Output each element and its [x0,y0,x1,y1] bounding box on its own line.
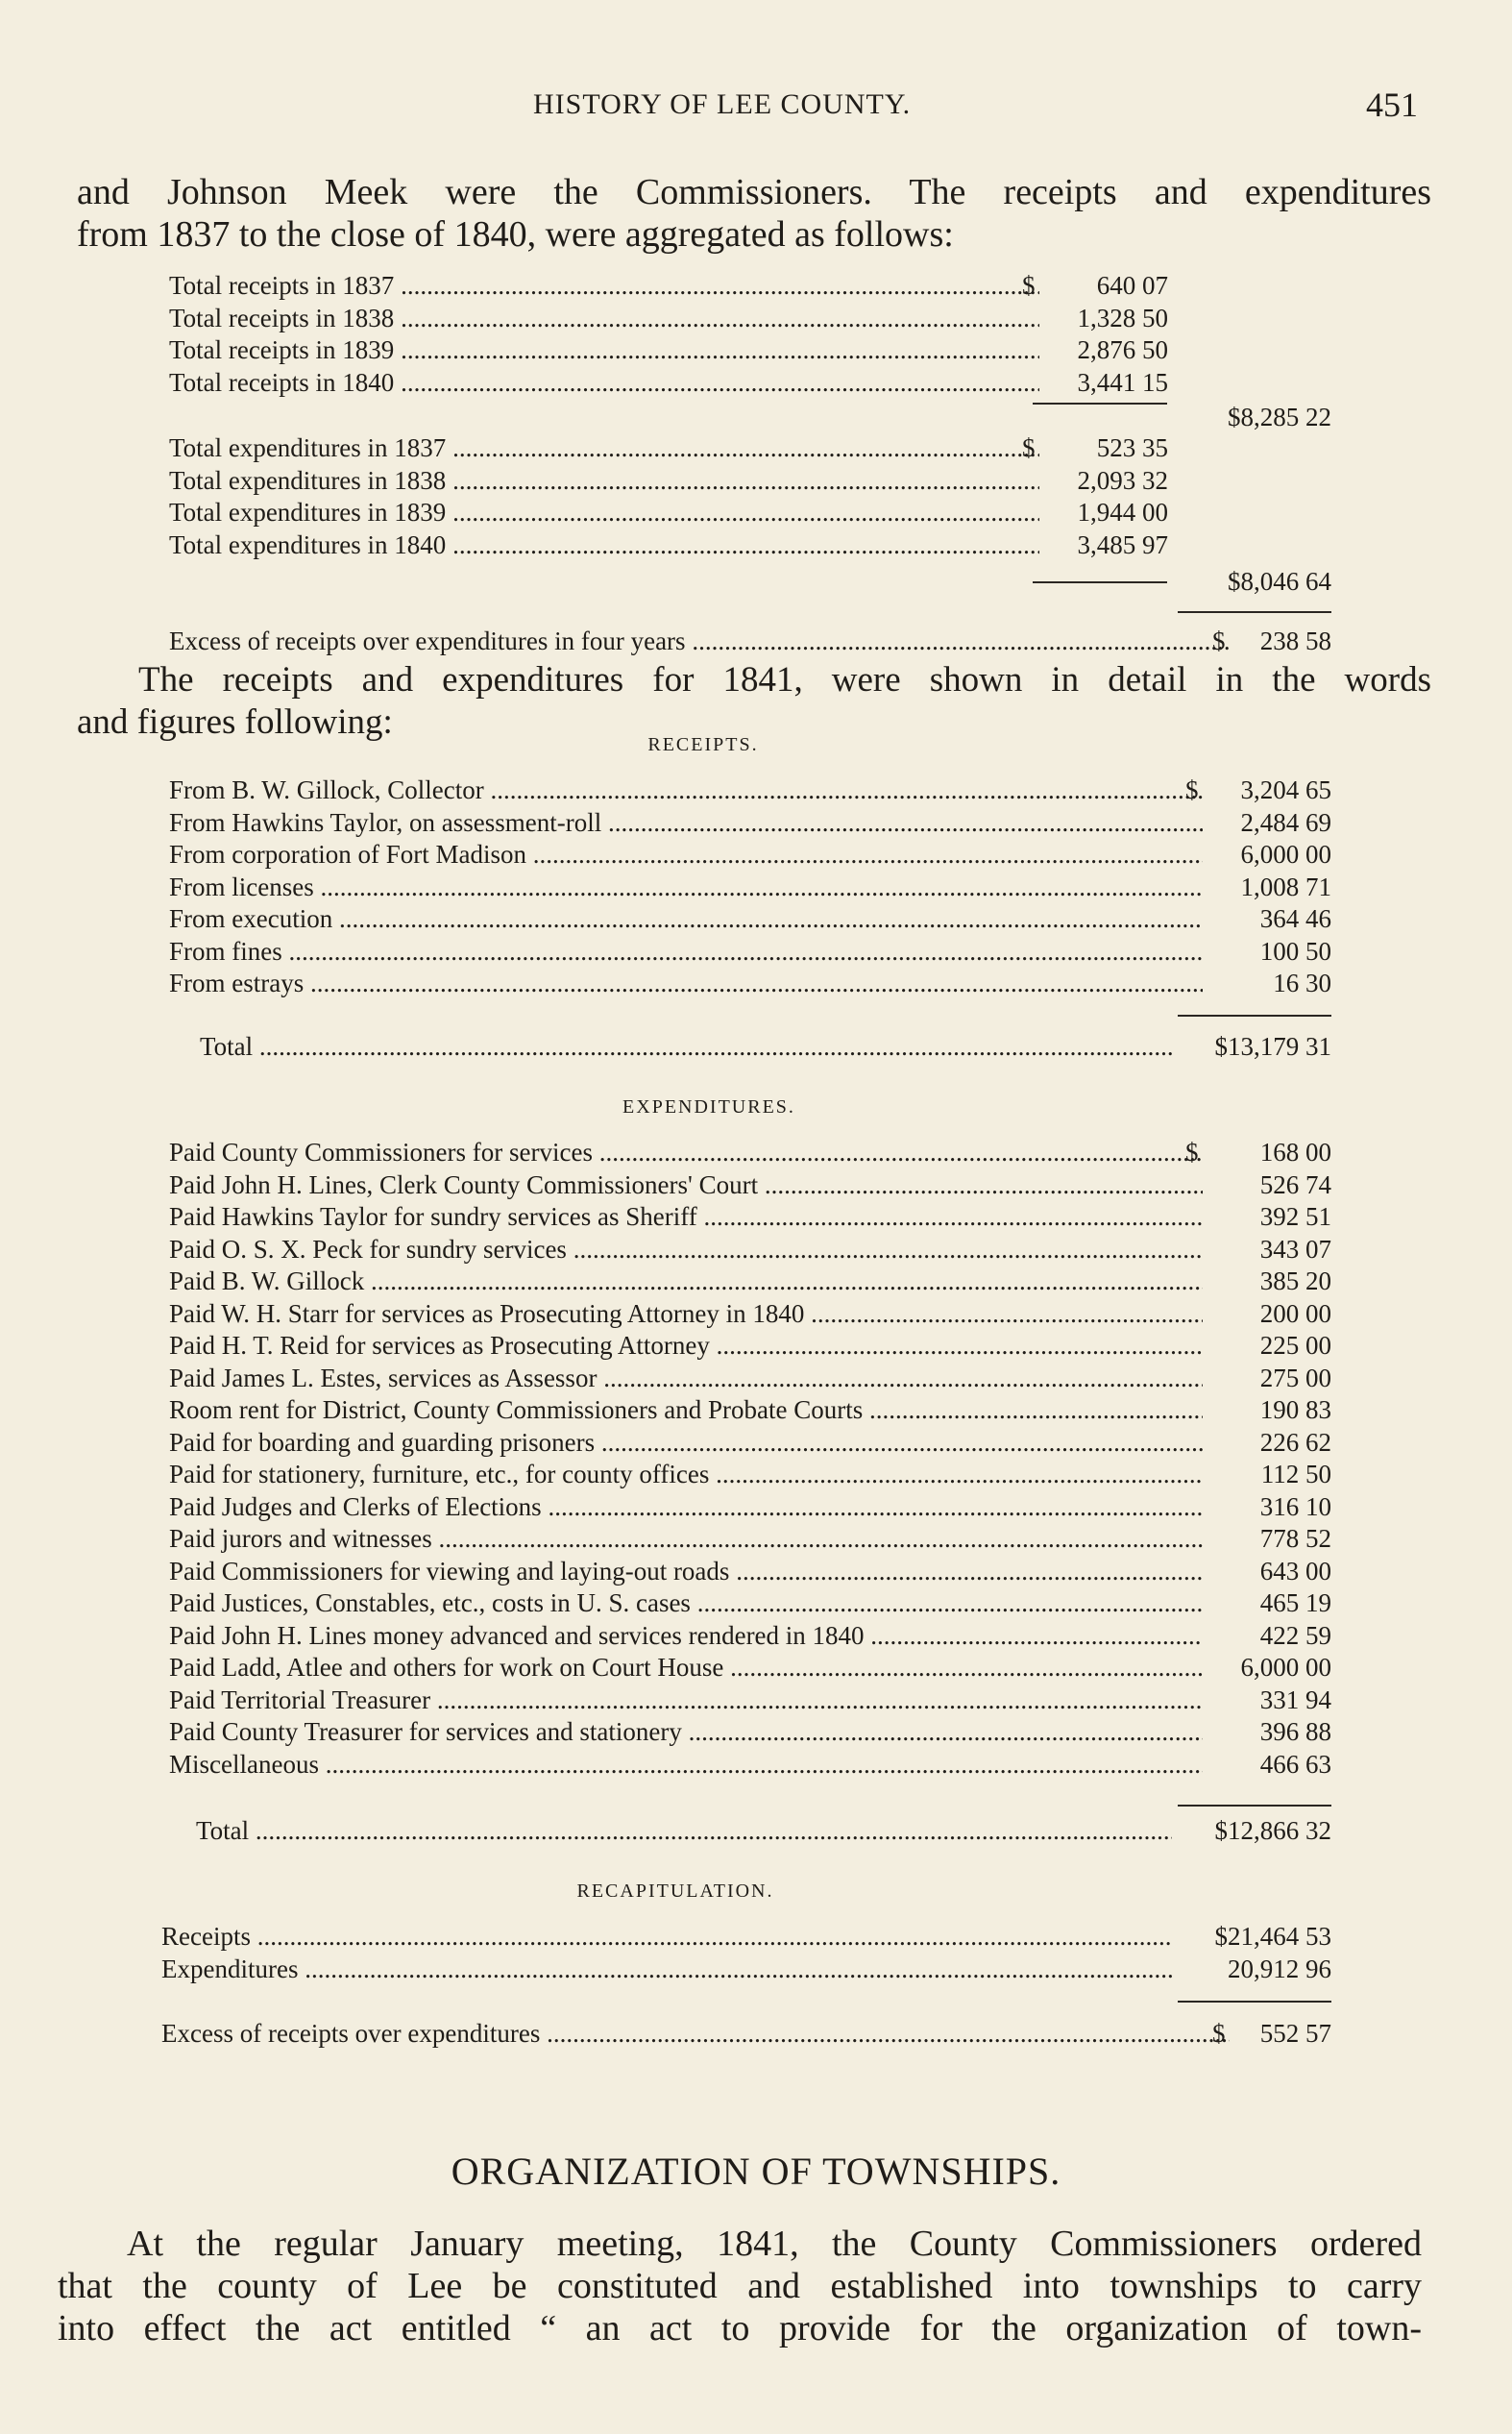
row-label: Paid H. T. Reid for services as Prosecuting Attorney ..... [169,1330,1203,1363]
recap-excess-row [161,2018,1331,2051]
amount-value: 1,328 50 [1077,303,1168,332]
row-label: From corporation of Fort Madison ..... [169,839,1203,872]
row-label: From execution ..... [169,903,1203,936]
row-amount [1208,1652,1331,1684]
row-label: From B. W. Gillock, Collector ..... [169,774,1203,807]
row-label: Receipts ..... [161,1921,1172,1954]
recapitulation-heading: RECAPITULATION. [576,1881,774,1902]
amount-value: $13,179 31 [1214,1032,1331,1061]
amount-value: 643 00 [1259,1556,1331,1586]
detail-intro-paragraph [77,659,1431,744]
text-line: and figures following: [77,702,393,742]
ledger-row [169,774,1331,807]
row-amount [1208,1330,1331,1363]
expenditures-sum: $8,046 64 [1228,567,1331,596]
amount-value: 3,441 15 [1077,367,1168,397]
row-label: Paid for stationery, furniture, etc., for county offices ..... [169,1459,1203,1491]
row-label: From Hawkins Taylor, on assessment-roll ..... [169,807,1203,840]
amount-value: 100 50 [1259,936,1331,966]
row-amount [1178,1954,1331,1986]
amount-value: 168 00 [1259,1138,1331,1167]
page-header [0,88,1512,136]
ledger-row [169,1137,1331,1169]
row-amount [1208,903,1331,936]
ledger-row [169,432,1168,465]
row-label: Paid Ladd, Atlee and others for work on Court House ..... [169,1652,1203,1684]
row-amount [1022,270,1168,303]
amount-value: 6,000 00 [1240,840,1331,869]
amount-value: 1,008 71 [1240,872,1331,901]
row-label: From fines ..... [169,936,1203,969]
intro-paragraph [77,171,1431,256]
ledger-row [169,367,1168,400]
ledger-row [169,1363,1331,1395]
text-line: At the regular January meeting, 1841, the County Commissioners ordered [127,2224,1422,2264]
row-amount [1208,1587,1331,1620]
ledger-row [169,1684,1331,1717]
amount-value: 226 62 [1259,1427,1331,1457]
row-amount [1045,303,1168,335]
ledger-row [169,1427,1331,1460]
row-amount [1208,1459,1331,1491]
ledger-row [161,2018,1331,2051]
row-label: Total ..... [196,1815,1172,1848]
row-label: Paid John H. Lines, Clerk County Commissioners' Court ..... [169,1169,1203,1202]
amount-value: 552 57 [1259,2019,1331,2048]
ledger-row [169,1556,1331,1588]
ledger-row [169,1587,1331,1620]
ledger-row [161,1954,1331,1986]
row-amount [1208,872,1331,904]
total-rule [1178,2001,1331,2003]
row-amount [1045,334,1168,367]
row-label: Paid B. W. Gillock ..... [169,1266,1203,1298]
amount-value: 16 30 [1273,969,1331,997]
text-line: into effect the act entitled “ an act to provide for the organization of town- [58,2308,1422,2348]
expenditures-table [169,1137,1331,1781]
row-label: Total expenditures in 1838 ..... [169,465,1039,498]
receipts-heading: RECEIPTS. [647,734,759,755]
text-line: and Johnson Meek were the Commissioners. The receipts and expenditures [77,172,1431,212]
row-amount [1208,1298,1331,1331]
expenditures-sum-row [169,566,1331,599]
row-label: From licenses ..... [169,872,1203,904]
amount-value: 640 07 [1096,271,1168,300]
four-year-excess-row [169,626,1331,658]
row-label: Paid Judges and Clerks of Elections ..... [169,1491,1203,1524]
aggregate-expenditures-table [169,432,1168,561]
row-amount [1178,1815,1331,1848]
row-label: Expenditures ..... [161,1954,1172,1986]
row-label: Total receipts in 1839 ..... [169,334,1039,367]
receipts-sum-row [169,402,1331,434]
row-amount [1208,1556,1331,1588]
ledger-row [169,968,1331,1000]
amount-value: 190 83 [1259,1395,1331,1424]
amount-value: 2,876 50 [1077,335,1168,364]
row-label: Total expenditures in 1837 ..... [169,432,1039,465]
ledger-row [169,626,1331,658]
ledger-row [169,839,1331,872]
currency-sign: $ [1212,2019,1226,2048]
row-amount [1185,774,1331,807]
row-amount [1208,1749,1331,1782]
amount-value: 316 10 [1259,1491,1331,1521]
ledger-row [169,465,1168,498]
amount-value: 364 46 [1259,904,1331,933]
row-amount [1045,465,1168,498]
row-amount [1208,1491,1331,1524]
row-amount [1045,367,1168,400]
ledger-row [169,1652,1331,1684]
aggregate-receipts-table [169,270,1168,399]
row-label: Paid County Treasurer for services and stationery ..... [169,1716,1203,1749]
expenditures-total-row [196,1815,1331,1848]
amount-value: 3,204 65 [1240,775,1331,804]
row-amount [1208,807,1331,840]
ledger-row [169,1459,1331,1491]
organization-paragraph [58,2223,1422,2349]
amount-value: 20,912 96 [1228,1954,1331,1983]
running-title: HISTORY OF LEE COUNTY. [533,88,912,120]
row-label: Total ..... [200,1031,1172,1064]
amount-value: 3,485 97 [1077,529,1168,559]
row-amount [1208,1394,1331,1427]
ledger-row [169,1201,1331,1234]
row-amount [1208,1363,1331,1395]
expenditures-heading: EXPENDITURES. [622,1096,795,1118]
total-rule [1178,1805,1331,1807]
row-label: Paid Commissioners for viewing and laying-out roads ..... [169,1556,1203,1588]
ledger-row [169,1169,1331,1202]
ledger-row [200,1031,1331,1064]
total-rule [1178,611,1331,613]
ledger-row [169,807,1331,840]
row-amount [1185,1137,1331,1169]
ledger-row [169,936,1331,969]
amount-value: 466 63 [1259,1749,1331,1779]
amount-value: 2,484 69 [1240,807,1331,837]
amount-value: 200 00 [1259,1298,1331,1328]
amount-value: 331 94 [1259,1684,1331,1714]
ledger-row [169,1620,1331,1653]
receipts-total-row [200,1031,1331,1064]
amount-value: 385 20 [1259,1266,1331,1295]
ledger-row [169,497,1168,529]
row-label: Paid Territorial Treasurer ..... [169,1684,1203,1717]
row-amount [1022,432,1168,465]
row-label: Excess of receipts over expenditures ..... [161,2018,1230,2051]
row-amount [1045,497,1168,529]
row-label: Total receipts in 1837 ..... [169,270,1039,303]
currency-sign: $ [1022,271,1036,300]
amount-value: 1,944 00 [1077,498,1168,527]
amount-value: 225 00 [1259,1331,1331,1360]
ledger-row [169,1716,1331,1749]
row-amount [1208,839,1331,872]
section-title: ORGANIZATION OF TOWNSHIPS. [451,2150,1061,2193]
receipts-sum: $8,285 22 [1228,403,1331,431]
row-amount [1208,1716,1331,1749]
row-label: Total receipts in 1838 ..... [169,303,1039,335]
amount-value: 396 88 [1259,1717,1331,1746]
row-label: Paid James L. Estes, services as Assessor ..... [169,1363,1203,1395]
currency-sign: $ [1185,1138,1199,1167]
currency-sign: $ [1185,775,1199,804]
amount-value: 6,000 00 [1240,1653,1331,1682]
amount-value: 523 35 [1096,433,1168,462]
ledger-row [169,1266,1331,1298]
ledger-row [169,872,1331,904]
amount-value: 343 07 [1259,1234,1331,1264]
row-label: Excess of receipts over expenditures in four years ..... [169,626,1230,658]
total-rule [1178,1015,1331,1017]
page-number: 451 [1366,86,1418,124]
ledger-row [169,270,1168,303]
amount-value: 275 00 [1259,1363,1331,1392]
row-label: Miscellaneous ..... [169,1749,1203,1782]
row-label: Total expenditures in 1839 ..... [169,497,1039,529]
ledger-row [169,1491,1331,1524]
row-amount [1178,1921,1331,1954]
amount-value: $12,866 32 [1214,1816,1331,1845]
row-label: Paid John H. Lines money advanced and services rendered in 1840 ..... [169,1620,1203,1653]
row-label: Paid for boarding and guarding prisoners ..... [169,1427,1203,1460]
row-amount [1045,529,1168,562]
ledger-row [169,1234,1331,1266]
row-amount [1208,1201,1331,1234]
amount-value: 526 74 [1259,1169,1331,1199]
row-label: Paid jurors and witnesses ..... [169,1523,1203,1556]
row-label: Total expenditures in 1840 ..... [169,529,1039,562]
ledger-row [169,1523,1331,1556]
receipts-table [169,774,1331,1000]
amount-value: 2,093 32 [1077,465,1168,495]
row-amount [1212,2018,1331,2051]
ledger-row [169,1394,1331,1427]
row-label: Paid Justices, Constables, etc., costs in U. S. cases ..... [169,1587,1203,1620]
ledger-row [169,1749,1331,1782]
amount-value: $21,464 53 [1214,1922,1331,1951]
row-amount [1208,1684,1331,1717]
ledger-row [169,1330,1331,1363]
row-amount [1208,1523,1331,1556]
row-amount [1178,1031,1331,1064]
amount-value: 112 50 [1260,1460,1331,1488]
row-amount [1208,1169,1331,1202]
text-line: from 1837 to the close of 1840, were aggregated as follows: [77,214,954,255]
row-amount [1208,1427,1331,1460]
row-amount [1208,936,1331,969]
ledger-row [196,1815,1331,1848]
row-amount [1208,968,1331,1000]
row-amount [1208,1266,1331,1298]
ledger-row [169,334,1168,367]
row-label: Paid W. H. Starr for services as Prosecuting Attorney in 1840 ..... [169,1298,1203,1331]
text-line: that the county of Lee be constituted and established into townships to carry [58,2266,1422,2306]
row-label: Room rent for District, County Commissioners and Probate Courts ..... [169,1394,1203,1427]
row-amount [1208,1234,1331,1266]
amount-value: 465 19 [1259,1588,1331,1617]
row-amount [1208,1620,1331,1653]
row-label: Total receipts in 1840 ..... [169,367,1039,400]
row-label: Paid County Commissioners for services ..... [169,1137,1203,1169]
row-label: Paid O. S. X. Peck for sundry services ..... [169,1234,1203,1266]
amount-value: 238 58 [1259,627,1331,655]
row-label: Paid Hawkins Taylor for sundry services as Sheriff ..... [169,1201,1203,1234]
ledger-row [161,1921,1331,1954]
ledger-row [169,303,1168,335]
recapitulation-table [161,1921,1331,1985]
row-label: From estrays ..... [169,968,1203,1000]
text-line: The receipts and expenditures for 1841, were shown in detail in the words [138,660,1431,700]
currency-sign: $ [1212,627,1226,655]
ledger-row [169,529,1168,562]
ledger-row [169,1298,1331,1331]
ledger-row [169,903,1331,936]
amount-value: 422 59 [1259,1620,1331,1650]
row-amount [1212,626,1331,658]
amount-value: 392 51 [1259,1202,1331,1231]
currency-sign: $ [1022,433,1036,462]
amount-value: 778 52 [1259,1524,1331,1553]
